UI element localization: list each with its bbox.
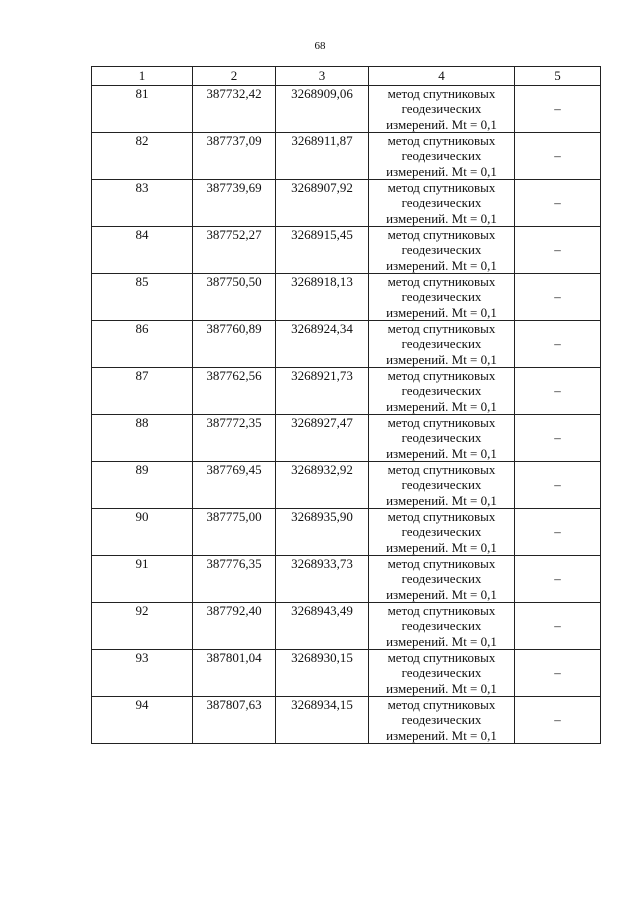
- x-coordinate-cell: 387737,09: [193, 133, 276, 180]
- y-coordinate-cell: 3268915,45: [276, 227, 369, 274]
- table-row: [92, 556, 601, 603]
- y-coordinate-cell: 3268935,90: [276, 509, 369, 556]
- note-cell: –: [515, 603, 601, 650]
- header-col-4: 4: [369, 67, 515, 86]
- y-coordinate-cell: 3268907,92: [276, 180, 369, 227]
- header-row: [92, 67, 601, 86]
- method-cell: метод спутниковых геодезических измерений. Mt = 0,1: [369, 509, 515, 556]
- table-row: [92, 415, 601, 462]
- table-body: [92, 86, 601, 744]
- table-row: [92, 321, 601, 368]
- note-cell: –: [515, 509, 601, 556]
- coordinates-table: [91, 66, 601, 744]
- point-number-cell: 92: [92, 603, 193, 650]
- x-coordinate-cell: 387739,69: [193, 180, 276, 227]
- note-cell: –: [515, 556, 601, 603]
- method-cell: метод спутниковых геодезических измерений. Mt = 0,1: [369, 86, 515, 133]
- method-cell: метод спутниковых геодезических измерений. Mt = 0,1: [369, 556, 515, 603]
- note-cell: –: [515, 180, 601, 227]
- point-number-cell: 86: [92, 321, 193, 368]
- note-cell: –: [515, 274, 601, 321]
- y-coordinate-cell: 3268930,15: [276, 650, 369, 697]
- x-coordinate-cell: 387776,35: [193, 556, 276, 603]
- header-col-2: 2: [193, 67, 276, 86]
- point-number-cell: 93: [92, 650, 193, 697]
- table-row: [92, 650, 601, 697]
- header-col-5: 5: [515, 67, 601, 86]
- method-cell: метод спутниковых геодезических измерений. Mt = 0,1: [369, 603, 515, 650]
- point-number-cell: 85: [92, 274, 193, 321]
- method-cell: метод спутниковых геодезических измерений. Mt = 0,1: [369, 697, 515, 744]
- table-row: [92, 697, 601, 744]
- x-coordinate-cell: 387750,50: [193, 274, 276, 321]
- page-number: 68: [314, 40, 326, 52]
- y-coordinate-cell: 3268943,49: [276, 603, 369, 650]
- table-row: [92, 133, 601, 180]
- method-cell: метод спутниковых геодезических измерений. Mt = 0,1: [369, 650, 515, 697]
- x-coordinate-cell: 387732,42: [193, 86, 276, 133]
- x-coordinate-cell: 387760,89: [193, 321, 276, 368]
- y-coordinate-cell: 3268932,92: [276, 462, 369, 509]
- header-col-3: 3: [276, 67, 369, 86]
- x-coordinate-cell: 387752,27: [193, 227, 276, 274]
- note-cell: –: [515, 650, 601, 697]
- x-coordinate-cell: 387792,40: [193, 603, 276, 650]
- note-cell: –: [515, 415, 601, 462]
- point-number-cell: 83: [92, 180, 193, 227]
- header-col-1: 1: [92, 67, 193, 86]
- point-number-cell: 94: [92, 697, 193, 744]
- x-coordinate-cell: 387801,04: [193, 650, 276, 697]
- note-cell: –: [515, 133, 601, 180]
- table-row: [92, 180, 601, 227]
- table-row: [92, 509, 601, 556]
- point-number-cell: 84: [92, 227, 193, 274]
- y-coordinate-cell: 3268927,47: [276, 415, 369, 462]
- table-row: [92, 462, 601, 509]
- note-cell: –: [515, 321, 601, 368]
- x-coordinate-cell: 387762,56: [193, 368, 276, 415]
- method-cell: метод спутниковых геодезических измерений. Mt = 0,1: [369, 180, 515, 227]
- note-cell: –: [515, 368, 601, 415]
- y-coordinate-cell: 3268909,06: [276, 86, 369, 133]
- x-coordinate-cell: 387775,00: [193, 509, 276, 556]
- table-row: [92, 603, 601, 650]
- note-cell: –: [515, 462, 601, 509]
- y-coordinate-cell: 3268921,73: [276, 368, 369, 415]
- method-cell: метод спутниковых геодезических измерений. Mt = 0,1: [369, 321, 515, 368]
- method-cell: метод спутниковых геодезических измерений. Mt = 0,1: [369, 368, 515, 415]
- y-coordinate-cell: 3268924,34: [276, 321, 369, 368]
- note-cell: –: [515, 697, 601, 744]
- y-coordinate-cell: 3268933,73: [276, 556, 369, 603]
- point-number-cell: 87: [92, 368, 193, 415]
- x-coordinate-cell: 387772,35: [193, 415, 276, 462]
- method-cell: метод спутниковых геодезических измерений. Mt = 0,1: [369, 415, 515, 462]
- y-coordinate-cell: 3268934,15: [276, 697, 369, 744]
- point-number-cell: 91: [92, 556, 193, 603]
- point-number-cell: 90: [92, 509, 193, 556]
- point-number-cell: 82: [92, 133, 193, 180]
- table-header: [92, 67, 601, 86]
- y-coordinate-cell: 3268911,87: [276, 133, 369, 180]
- point-number-cell: 81: [92, 86, 193, 133]
- y-coordinate-cell: 3268918,13: [276, 274, 369, 321]
- point-number-cell: 88: [92, 415, 193, 462]
- method-cell: метод спутниковых геодезических измерений. Mt = 0,1: [369, 133, 515, 180]
- method-cell: метод спутниковых геодезических измерений. Mt = 0,1: [369, 274, 515, 321]
- x-coordinate-cell: 387769,45: [193, 462, 276, 509]
- table-row: [92, 227, 601, 274]
- point-number-cell: 89: [92, 462, 193, 509]
- table-row: [92, 274, 601, 321]
- note-cell: –: [515, 227, 601, 274]
- method-cell: метод спутниковых геодезических измерений. Mt = 0,1: [369, 462, 515, 509]
- note-cell: –: [515, 86, 601, 133]
- method-cell: метод спутниковых геодезических измерений. Mt = 0,1: [369, 227, 515, 274]
- x-coordinate-cell: 387807,63: [193, 697, 276, 744]
- table-row: [92, 368, 601, 415]
- table-row: [92, 86, 601, 133]
